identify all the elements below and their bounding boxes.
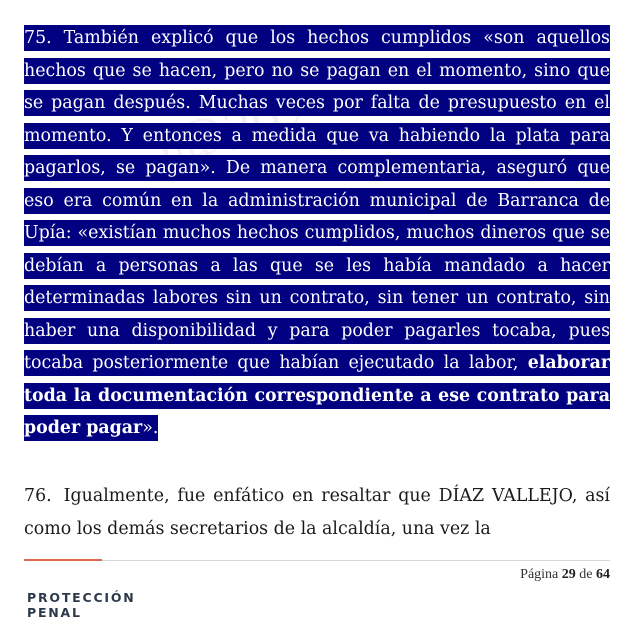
- paragraph-number: 75.: [24, 28, 52, 48]
- paragraph-75[interactable]: [24, 22, 610, 445]
- total-pages-number: 64: [596, 567, 610, 582]
- highlighted-selection[interactable]: [24, 25, 610, 441]
- brand-logo: [27, 590, 136, 620]
- bold-emphasis-text: elaborar toda la documentación correspondiente a ese contrato para poder pagar: [24, 353, 610, 438]
- page-of-label: de: [579, 567, 593, 582]
- paragraph-text: Igualmente, fue enfático en resaltar que DÍAZ VALLEJO, así como los demás secretarios de la alcaldía, una vez la: [24, 486, 610, 539]
- brand-line-1: PROTECCIÓN: [27, 590, 136, 605]
- brand-line-2: PENAL: [27, 605, 82, 620]
- current-page-number: 29: [561, 567, 576, 582]
- footer-accent-line: [24, 559, 102, 561]
- paragraph-text: También explicó que los hechos cumplidos «son aquellos hechos que se hacen, pero no se pagan en el momento, sino que se pagan después. Muchas veces por falta de presupuesto en el momento. Y entonces a medida que va habiendo la plata para pagarlos, se pagan». De manera complementaria, aseguró que eso era común en la administración municipal de Barranca de Upía: «existían muchos hechos cumplidos, muchos dineros que se debían a personas a las que se les había mandado a hacer determinadas labores sin un contrato, sin tener un contrato, sin haber una disponibilidad y para poder pagarles tocaba, pues tocaba posteriormente que habían ejecutado la labor,: [24, 28, 610, 373]
- paragraph-closing: ».: [142, 418, 159, 438]
- page-indicator: [520, 567, 610, 583]
- footer-divider: [24, 560, 610, 561]
- paragraph-76[interactable]: [24, 480, 610, 546]
- page-label: Página: [520, 567, 559, 582]
- paragraph-number: 76.: [24, 486, 52, 506]
